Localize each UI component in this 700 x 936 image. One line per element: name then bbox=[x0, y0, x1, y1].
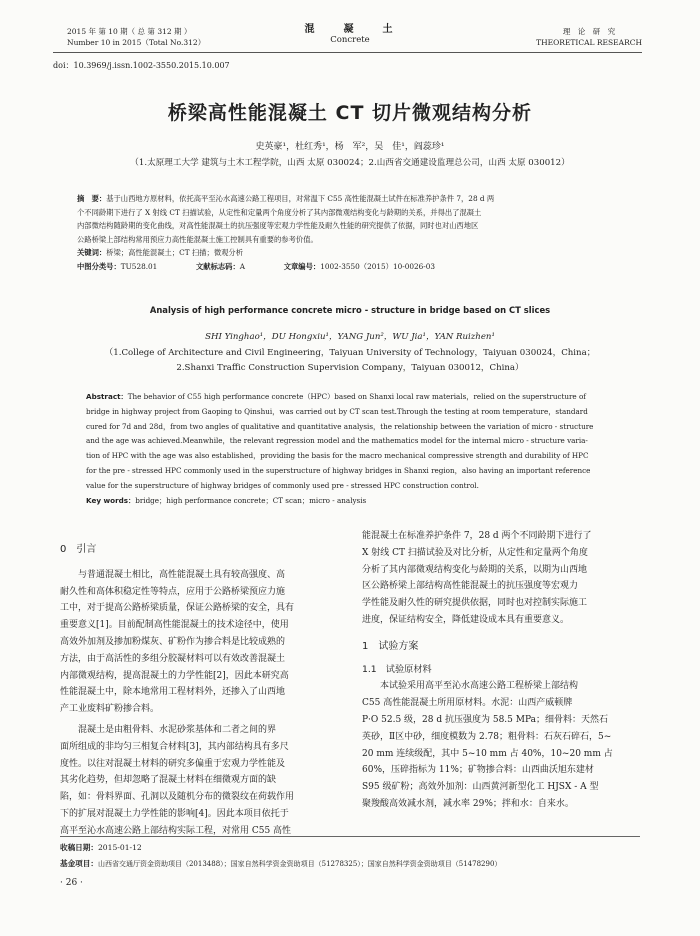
header-rule bbox=[53, 52, 642, 53]
english-abstract-line: tion of HPC with the age was also established，providing the basis for the macro mechanical compressive strength and durability of HPC bbox=[86, 451, 589, 461]
section-method-heading: 1 试验方案 bbox=[362, 640, 419, 652]
footnote-rule bbox=[60, 836, 640, 837]
english-keywords-label: Key words： bbox=[86, 495, 136, 505]
paper-title: 桥梁高性能混凝土 CT 切片微观结构分析 bbox=[167, 102, 533, 124]
abstract-cn-line: 内部微结构随龄期的变化曲线，对高性能混凝土的抗压强度等宏观力学性能及耐久性能的研究提供了依据，同时也对山西地区 bbox=[77, 221, 479, 231]
english-authors: SHI Yinghao¹，DU Hongxiu¹，YANG Jun²，WU Jia¹，YAN Ruizhen¹ bbox=[205, 332, 495, 342]
doc-code-value: A bbox=[239, 261, 246, 271]
body-line: 内部微观结构，提高混凝土的力学性能[2]，因此本研究高 bbox=[60, 670, 289, 681]
authors-cn: 史英豪¹，杜红秀¹，杨 军²，吴 佳¹，阎蕊珍¹ bbox=[255, 142, 445, 152]
body-line: 分析了其内部微观结构变化与龄期的关系，以期为山西地 bbox=[362, 564, 588, 575]
english-abstract-label: Abstract： bbox=[86, 392, 128, 401]
body-line: S95 级矿粉；高效外加剂：山西黄河新型化工 HJSX - A 型 bbox=[362, 782, 599, 793]
body-line: 区公路桥梁上部结构高性能混凝土的抗压强度等宏观力 bbox=[362, 581, 579, 592]
header-left bbox=[67, 26, 205, 48]
keywords-cn: 桥梁；高性能混凝土；CT 扫描；微观分析 bbox=[106, 248, 244, 258]
english-abstract-line: for the pre - stressed HPC commonly used in the superstructure of highway bridges in Shanxi region，also having an important reference bbox=[86, 465, 591, 475]
article-no-label: 文章编号： bbox=[283, 261, 321, 271]
affiliation-cn: （1.太原理工大学 建筑与土木工程学院，山西 太原 030024；2.山西省交通建设监理总公司，山西 太原 030012） bbox=[130, 158, 570, 168]
body-line: 混凝土是由粗骨料、水泥砂浆基体和二者之间的界 bbox=[60, 724, 277, 735]
body-line: 其劣化趋势，但却忽略了混凝土材料在细微观方面的缺 bbox=[60, 775, 277, 786]
subsection-materials-heading: 1.1 试验原材料 bbox=[362, 663, 432, 675]
english-abstract-line: value for the superstructure of highway bridges of commonly used pre - stressed HPC construction control. bbox=[86, 480, 479, 490]
english-abstract bbox=[86, 390, 616, 508]
body-line: 本试验采用高平至沁水高速公路工程桥梁上部结构 bbox=[362, 681, 579, 692]
fund-text: 山西省交通厅资金资助项目（2013488）；国家自然科学资金资助项目（51278325）；国家自然科学资金资助项目（51478290） bbox=[97, 860, 502, 868]
abstract-cn bbox=[77, 192, 623, 274]
body-line: 60%，压碎指标为 11%；矿物掺合料：山西曲沃旭东建材 bbox=[362, 765, 594, 776]
body-line: 工中，对于提高公路桥梁质量，保证公路桥梁的安全，具有 bbox=[60, 603, 295, 614]
clc-label: 中图分类号： bbox=[77, 261, 121, 271]
abstract-cn-line: 公路桥梁上部结构常用预应力高性能混凝土施工控制具有重要的参考价值。 bbox=[77, 234, 318, 244]
body-line: 与普通混凝土相比，高性能混凝土具有较高强度、高 bbox=[60, 569, 286, 580]
body-line: 重要意义[1]。目前配制高性能混凝土的技术途径中，使用 bbox=[60, 620, 289, 631]
body-line: 高效外加剂及掺加粉煤灰、矿粉作为掺合料是比较成熟的 bbox=[60, 636, 286, 647]
body-line: X 射线 CT 扫描试验及对比分析，从定性和定量两个角度 bbox=[362, 547, 588, 558]
body-line: 耐久性和高体积稳定性等特点，应用于公路桥梁预应力施 bbox=[60, 586, 286, 597]
doc-code-label: 文献标志码： bbox=[196, 261, 240, 271]
body-line: 下的扩展对混凝土力学性能的影响[4]。因此本项目依托于 bbox=[60, 808, 289, 819]
body-line: 陷，如：骨料界面、孔洞以及随机分布的微裂纹在荷载作用 bbox=[60, 792, 295, 803]
clc-value: TU528.01 bbox=[120, 261, 158, 271]
section-intro-heading: 0 引言 bbox=[60, 544, 97, 555]
body-line: P·O 52.5 级，28 d 抗压强度为 58.5 MPa；细骨料：天然石 bbox=[362, 714, 608, 725]
received-date: 2015-01-12 bbox=[97, 843, 142, 852]
body-line: 方法，由于高活性的多组分胶凝材料可以有效改善混凝土 bbox=[60, 653, 286, 664]
english-affil-1: （1.College of Architecture and Civil Engineering，Taiyuan University of Technology，Taiyuan 030024，China； bbox=[104, 348, 596, 358]
abstract-cn-line: 个不同龄期下进行了 X 射线 CT 扫描试验，从定性和定量两个角度分析了其内部微观结构变化与龄期的关系，并得出了混凝土 bbox=[77, 207, 482, 217]
body-line: 度性。以往对混凝土材料的研究多偏重于宏观力学性能及 bbox=[60, 758, 286, 769]
body-line: 能混凝土在标准养护条件 7，28 d 两个不同龄期下进行了 bbox=[362, 531, 592, 541]
doi: doi：10.3969/j.issn.1002-3550.2015.10.007 bbox=[53, 61, 230, 70]
body-line: 学性能及耐久性的研究提供依据，同时也对控制实际施工 bbox=[362, 598, 588, 609]
body-line: 聚羧酸高效减水剂，减水率 29%；拌和水：自来水。 bbox=[362, 798, 574, 809]
english-abstract-line: bridge in highway project from Gaoping to Qinshui，was carried out by CT scan test.Through the testing at room temperature，standard bbox=[86, 406, 588, 416]
abstract-cn-label: 摘 要： bbox=[77, 194, 107, 203]
english-keywords: bridge；high performance concrete；CT scan；micro - analysis bbox=[135, 495, 367, 505]
footnotes bbox=[60, 840, 620, 872]
issue-cn: 2015 年 第 10 期（ 总 第 312 期 ） bbox=[67, 27, 192, 36]
header-right bbox=[536, 26, 642, 48]
right-column bbox=[362, 528, 646, 813]
english-affil-2: 2.Shanxi Traffic Construction Supervision Company，Taiyuan 030012，China） bbox=[176, 363, 524, 373]
header-center bbox=[280, 24, 420, 46]
english-title: Analysis of high performance concrete micro - structure in bridge based on CT slices bbox=[149, 305, 551, 315]
body-line: C55 高性能混凝土所用原材料。水泥：山西产威顿牌 bbox=[362, 698, 573, 709]
body-line: 高平至沁水高速公路上部结构实际工程，对常用 C55 高性 bbox=[60, 825, 292, 836]
keywords-cn-label: 关键词： bbox=[77, 248, 107, 258]
issue-en: Number 10 in 2015（Total No.312） bbox=[67, 38, 206, 47]
body-line: 英砂，Ⅱ区中砂，细度模数为 2.78；粗骨料：石灰石碎石，5~ bbox=[362, 731, 612, 742]
english-abstract-line: and the age was achieved.Meanwhile，the relevant regression model and the mathematics model for the internal micro - structure varia- bbox=[86, 436, 588, 446]
english-abstract-line: cured for 7d and 28d，from two angles of qualitative and quantitative analysis，the relationship between the variation of micro - structure bbox=[86, 421, 594, 431]
article-no-value: 1002-3550（2015）10-0026-03 bbox=[320, 261, 436, 271]
body-line: 面所组成的非均匀三相复合材料[3]，其内部结构具有多尺 bbox=[60, 741, 289, 752]
column-en: THEORETICAL RESEARCH bbox=[536, 38, 642, 47]
journal-name-en: Concrete bbox=[330, 35, 370, 45]
column-cn: 理 论 研 究 bbox=[562, 27, 616, 36]
page-number: · 26 · bbox=[60, 878, 83, 888]
english-abstract-line: The behavior of C55 high performance concrete（HPC）based on Shanxi local raw materials，relied on the superstructure of bbox=[127, 392, 586, 401]
body-line: 性能混凝土中，除本地常用工程材料外，还掺入了山西地 bbox=[60, 687, 286, 698]
abstract-cn-line: 基于山西地方原材料，依托高平至沁水高速公路工程项目，对常温下 C55 高性能混凝土试件在标准养护条件 7，28 d 两 bbox=[106, 194, 495, 203]
received-label: 收稿日期： bbox=[60, 843, 98, 852]
left-column bbox=[60, 542, 348, 840]
fund-label: 基金项目： bbox=[60, 859, 98, 868]
journal-name-cn: 混 凝 土 bbox=[304, 24, 396, 35]
body-line: 产工业废料矿粉掺合料。 bbox=[60, 704, 160, 715]
body-line: 进度，保证结构安全，降低建设成本具有重要意义。 bbox=[362, 614, 570, 625]
body-line: 20 mm 连续级配，其中 5~10 mm 占 40%，10~20 mm 占 bbox=[362, 748, 613, 759]
